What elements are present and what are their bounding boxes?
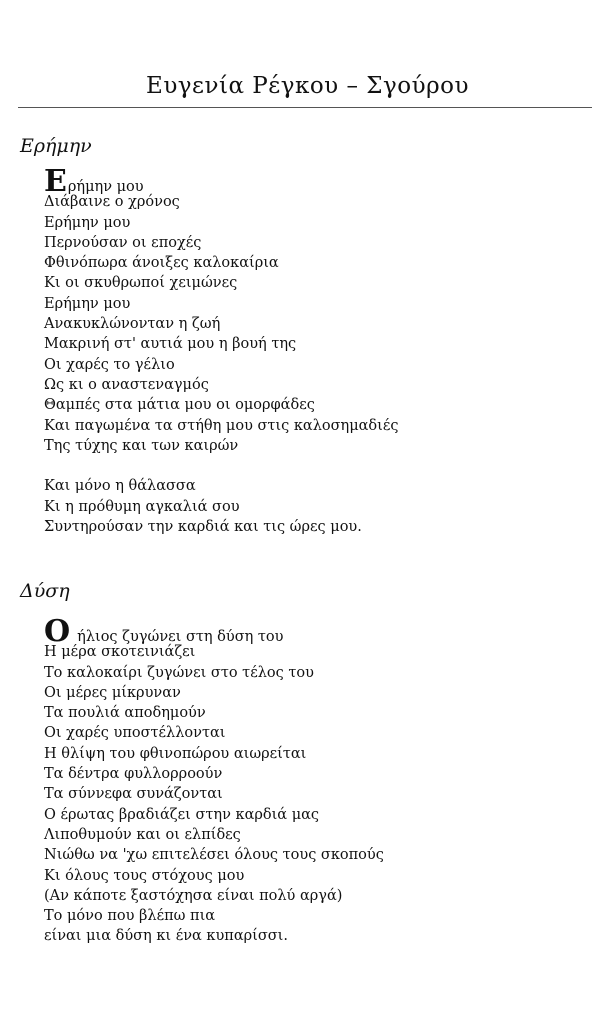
poem-line: Και παγωμένα τα στήθη μου στις καλοσημαδιές (44, 417, 399, 434)
poem-first-line (44, 614, 604, 649)
poem-line: Ο έρωτας βραδιάζει στην καρδιά μας (44, 806, 320, 823)
poem-line: Τα πουλιά αποδημούν (44, 705, 206, 722)
poem-line: Φθινόπωρα άνοιξες καλοκαίρια (44, 255, 279, 272)
poem-line: (Αν κάποτε ξαστόχησα είναι πολύ αργά) (44, 887, 343, 904)
poem-line: Κι οι σκυθρωποί χειμώνες (44, 275, 238, 292)
poem-title-erimin: Ερήμην (20, 135, 92, 157)
poem-line: Διάβαινε ο χρόνος (44, 194, 180, 211)
poem-line: Ανακυκλώνονταν η ζωή (44, 316, 221, 333)
poem-line: Οι χαρές υποστέλλονται (44, 725, 226, 742)
poem-line: Της τύχης και των καιρών (44, 437, 239, 454)
poem-line: είναι μια δύση κι ένα κυπαρίσσι. (44, 928, 288, 945)
poem-line: Κι η πρόθυμη αγκαλιά σου (44, 498, 240, 515)
first-line-text: ήλιος ζυγώνει στη δύση του (77, 629, 284, 645)
poem-first-line (44, 164, 604, 199)
poem-line: Κι όλους τους στόχους μου (44, 867, 245, 884)
running-head: Ευγενία Ρέγκου – Σγούρου (146, 73, 469, 99)
drop-cap: Ο (44, 614, 71, 649)
poem-line: Τα σύννεφα συνάζονται (44, 786, 223, 803)
poem-line: Τα δέντρα φυλλορροούν (44, 766, 223, 783)
poem-line: Και μόνο η θάλασσα (44, 478, 196, 495)
poem-body-dysi (44, 614, 604, 947)
poem-line: Ερήμην μου (44, 295, 131, 312)
poem-line: Η μέρα σκοτεινιάζει (44, 644, 196, 661)
first-line-text: ρήμην μου (67, 179, 144, 195)
header-rule (18, 107, 592, 108)
drop-cap: Ε (44, 164, 67, 199)
poem-line: Νιώθω να 'χω επιτελέσει όλους τους σκοπούς (44, 847, 384, 864)
poem-line: Ως κι ο αναστεναγμός (44, 376, 209, 393)
poem-line: Το καλοκαίρι ζυγώνει στο τέλος του (44, 664, 314, 681)
stanza-break (44, 456, 604, 476)
poem-title-dysi: Δύση (20, 580, 70, 602)
poem-body-erimin (44, 164, 604, 537)
poem-line: Θαμπές στα μάτια μου οι ομορφάδες (44, 397, 315, 414)
poem-line: Οι μέρες μίκρυναν (44, 684, 181, 701)
poem-line: Μακρινή στ' αυτιά μου η βουή της (44, 336, 297, 353)
poem-line: Το μόνο που βλέπω πια (44, 908, 216, 925)
poem-line: Η θλίψη του φθινοπώρου αιωρείται (44, 745, 307, 762)
poem-line: Συντηρούσαν την καρδιά και τις ώρες μου. (44, 519, 362, 536)
poem-line: Περνούσαν οι εποχές (44, 234, 202, 251)
poem-line: Ερήμην μου (44, 214, 131, 231)
poem-line: Οι χαρές το γέλιο (44, 356, 175, 373)
poem-line: Λιποθυμούν και οι ελπίδες (44, 826, 241, 843)
